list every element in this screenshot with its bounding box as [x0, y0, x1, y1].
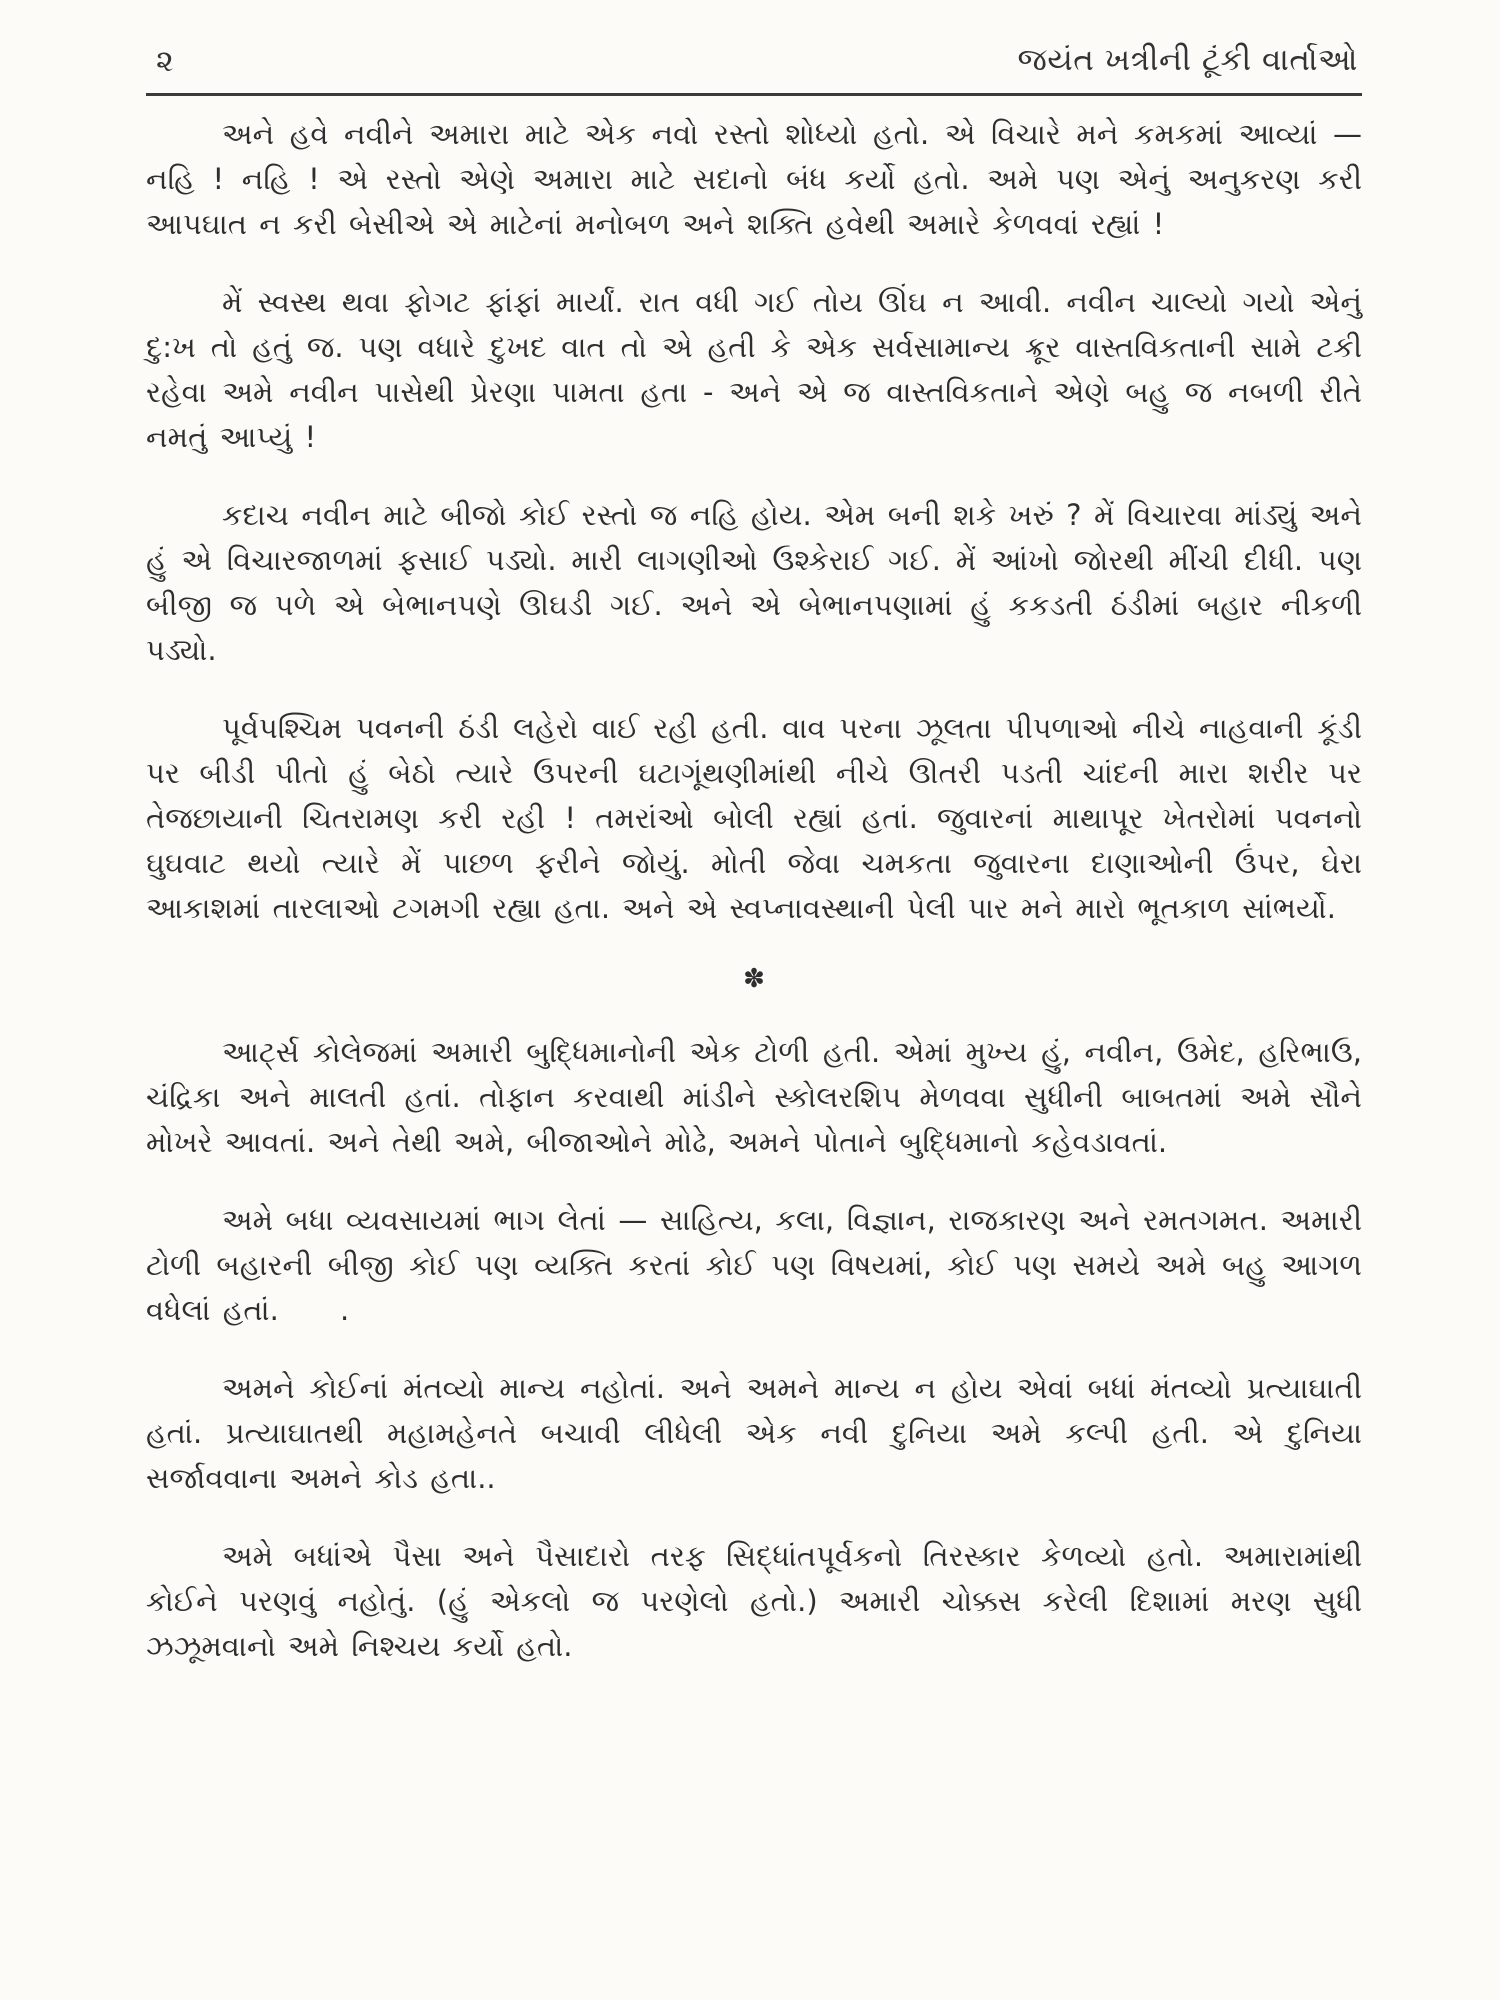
paragraph: અમે બધા વ્યવસાયમાં ભાગ લેતાં — સાહિત્ય, કલા, વિજ્ઞાન, રાજકારણ અને રમતગમત. અમારી ટોળી બહારની બીજી કોઈ પણ વ્યક્તિ કરતાં કોઈ પણ વિષયમાં, કોઈ પણ સમયે અમે બહુ આગળ વધેલાં હતાં. . [146, 1203, 1362, 1327]
header-rule [146, 93, 1362, 96]
paragraph: મેં સ્વસ્થ થવા ફોગટ ફાંફાં માર્યાં. રાત વધી ગઈ તોય ઊંઘ ન આવી. નવીન ચાલ્યો ગયો એનું દુ:ખ તો હતું જ. પણ વધારે દુખદ વાત તો એ હતી કે એક સર્વસામાન્ય ક્રૂર વાસ્તવિકતાની સામે ટકી રહેવા અમે નવીન પાસેથી પ્રેરણા પામતા હતા - અને એ જ વાસ્તવિકતાને એણે બહુ જ નબળી રીતે નમતું આપ્યું ! [146, 285, 1362, 454]
page-number: ૨ [156, 44, 174, 79]
page-body [146, 112, 1362, 1669]
paragraph: પૂર્વપશ્ચિમ પવનની ઠંડી લહેરો વાઈ રહી હતી. વાવ પરના ઝૂલતા પીપળાઓ નીચે નાહવાની કૂંડી પર બીડી પીતો હું બેઠો ત્યારે ઉપરની ઘટાગૂંથણીમાંથી નીચે ઊતરી પડતી ચાંદની મારા શરીર પર તેજછાયાની ચિતરામણ કરી રહી ! તમરાંઓ બોલી રહ્યાં હતાં. જુવારનાં માથાપૂર ખેતરોમાં પવનનો ઘુઘવાટ થયો ત્યારે મેં પાછળ ફરીને જોયું. મોતી જેવા ચમકતા જુવારના દાણાઓની ઉંપર, ઘેરા આકાશમાં તારલાઓ ટગમગી રહ્યા હતા. અને એ સ્વપ્નાવસ્થાની પેલી પાર મને મારો ભૂતકાળ સાંભર્યો. [146, 711, 1362, 925]
page-header [146, 42, 1362, 93]
section-separator-flower-icon: ✽ [743, 964, 765, 994]
paragraph: કદાચ નવીન માટે બીજો કોઈ રસ્તો જ નહિ હોય. એમ બની શકે ખરું ? મેં વિચારવા માંડ્યું અને હું એ વિચારજાળમાં ફસાઈ પડ્યો. મારી લાગણીઓ ઉશ્કેરાઈ ગઈ. મેં આંખો જોરથી મીંચી દીધી. પણ બીજી જ પળે એ બેભાનપણે ઊઘડી ગઈ. અને એ બેભાનપણામાં હું કકડતી ઠંડીમાં બહાર નીકળી પડ્યો. [146, 498, 1362, 667]
paragraph: અને હવે નવીને અમારા માટે એક નવો રસ્તો શોધ્યો હતો. એ વિચારે મને કમકમાં આવ્યાં — નહિ ! નહિ ! એ રસ્તો એણે અમારા માટે સદાનો બંધ કર્યો હતો. અમે પણ એનું અનુકરણ કરી આપઘાત ન કરી બેસીએ એ માટેનાં મનોબળ અને શક્તિ હવેથી અમારે કેળવવાં રહ્યાં ! [146, 117, 1362, 241]
paragraph: અમને કોઈનાં મંતવ્યો માન્ય નહોતાં. અને અમને માન્ય ન હોય એવાં બધાં મંતવ્યો પ્રત્યાઘાતી હતાં. પ્રત્યાઘાતથી મહામહેનતે બચાવી લીધેલી એક નવી દુનિયા અમે કલ્પી હતી. એ દુનિયા સર્જાવવાના અમને કોડ હતા.. [146, 1371, 1362, 1495]
paragraph: આર્ટ્સ કોલેજમાં અમારી બુદ્ધિમાનોની એક ટોળી હતી. એમાં મુખ્ય હું, નવીન, ઉમેદ, હરિભાઉ, ચંદ્રિકા અને માલતી હતાં. તોફાન કરવાથી માંડીને સ્કોલરશિપ મેળવવા સુધીની બાબતમાં અમે સૌને મોખરે આવતાં. અને તેથી અમે, બીજાઓને મોઢે, અમને પોતાને બુદ્ધિમાનો કહેવડાવતાં. [146, 1035, 1362, 1159]
paragraph: અમે બધાંએ પૈસા અને પૈસાદારો તરફ સિદ્ધાંતપૂર્વકનો તિરસ્કાર કેળવ્યો હતો. અમારામાંથી કોઈને પરણવું નહોતું. (હું એકલો જ પરણેલો હતો.) અમારી ચોક્કસ કરેલી દિશામાં મરણ સુધી ઝઝૂમવાનો અમે નિશ્ચય કર્યો હતો. [146, 1539, 1362, 1663]
running-title: જયંત ખત્રીની ટૂંકી વાર્તાઓ [1017, 42, 1358, 78]
